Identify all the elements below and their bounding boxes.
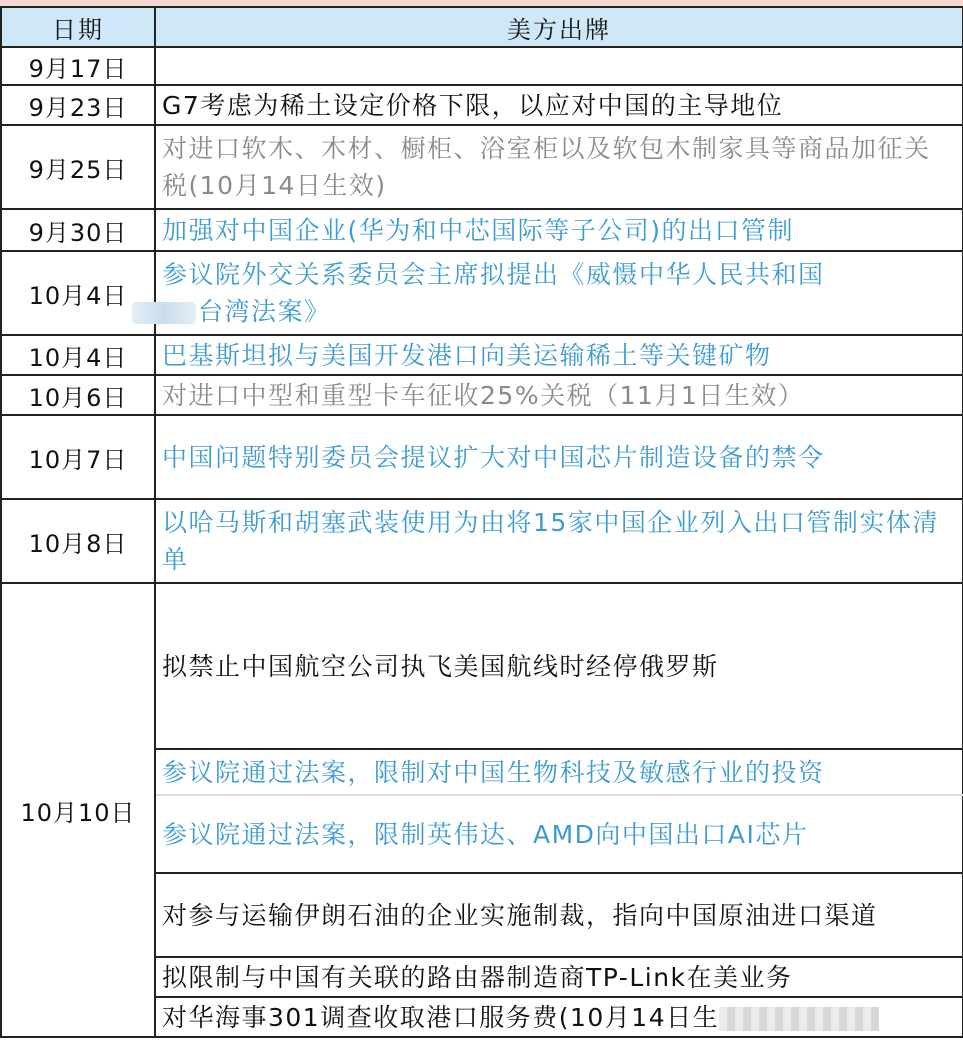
row-event: 对进口软木、木材、橱柜、浴室柜以及软包木制家具等商品加征关税(10月14日生效) [155,125,963,209]
row-date: 10月6日 [1,375,155,415]
table-row [1,85,963,125]
event-line-2: 台湾法案》 [198,297,331,326]
table-row [1,499,963,583]
table-row [1,125,963,209]
row-event: G7考虑为稀土设定价格下限，以应对中国的主导地位 [155,85,963,125]
table-header-row [1,7,963,47]
table-row [1,47,963,85]
header-us-moves: 美方出牌 [155,7,963,47]
row-date: 9月17日 [1,47,155,85]
table-row [1,335,963,375]
row-event [155,251,963,335]
row-event: 加强对中国企业(华为和中芯国际等子公司)的出口管制 [155,209,963,251]
us-moves-table [0,6,963,1038]
row-event: 拟禁止中国航空公司执飞美国航线时经停俄罗斯 [155,583,963,749]
table-row [1,209,963,251]
table-row [1,375,963,415]
row-event: 对进口中型和重型卡车征收25%关税（11月1日生效） [155,375,963,415]
blurred-watermark [719,1007,879,1031]
table-row [1,415,963,499]
row-event: 拟限制与中国有关联的路由器制造商TP-Link在美业务 [155,957,963,997]
row-event: 对参与运输伊朗石油的企业实施制裁，指向中国原油进口渠道 [155,873,963,957]
header-date: 日期 [1,7,155,47]
row-event: 巴基斯坦拟与美国开发港口向美运输稀土等关键矿物 [155,335,963,375]
row-event: 中国问题特别委员会提议扩大对中国芯片制造设备的禁令 [155,415,963,499]
row-event [155,47,963,85]
row-date: 9月23日 [1,85,155,125]
event-text: 对华海事301调查收取港口服务费(10月14日生 [162,1002,720,1032]
row-date: 10月10日 [1,583,155,1037]
table-row [1,583,963,749]
table-row [1,251,963,335]
row-date: 9月25日 [1,125,155,209]
row-date: 9月30日 [1,209,155,251]
row-date: 10月7日 [1,415,155,499]
row-event: 以哈马斯和胡塞武装使用为由将15家中国企业列入出口管制实体清单 [155,499,963,583]
row-event: 参议院通过法案，限制英伟达、AMD向中国出口AI芯片 [155,795,963,873]
row-date: 10月4日 [1,335,155,375]
row-event: 参议院通过法案，限制对中国生物科技及敏感行业的投资 [155,749,963,795]
row-date: 10月4日 [1,251,155,335]
blurred-watermark [132,302,196,324]
row-event [155,997,963,1037]
row-date: 10月8日 [1,499,155,583]
event-line-1: 参议院外交关系委员会主席拟提出《威慑中华人民共和国 [162,260,825,289]
